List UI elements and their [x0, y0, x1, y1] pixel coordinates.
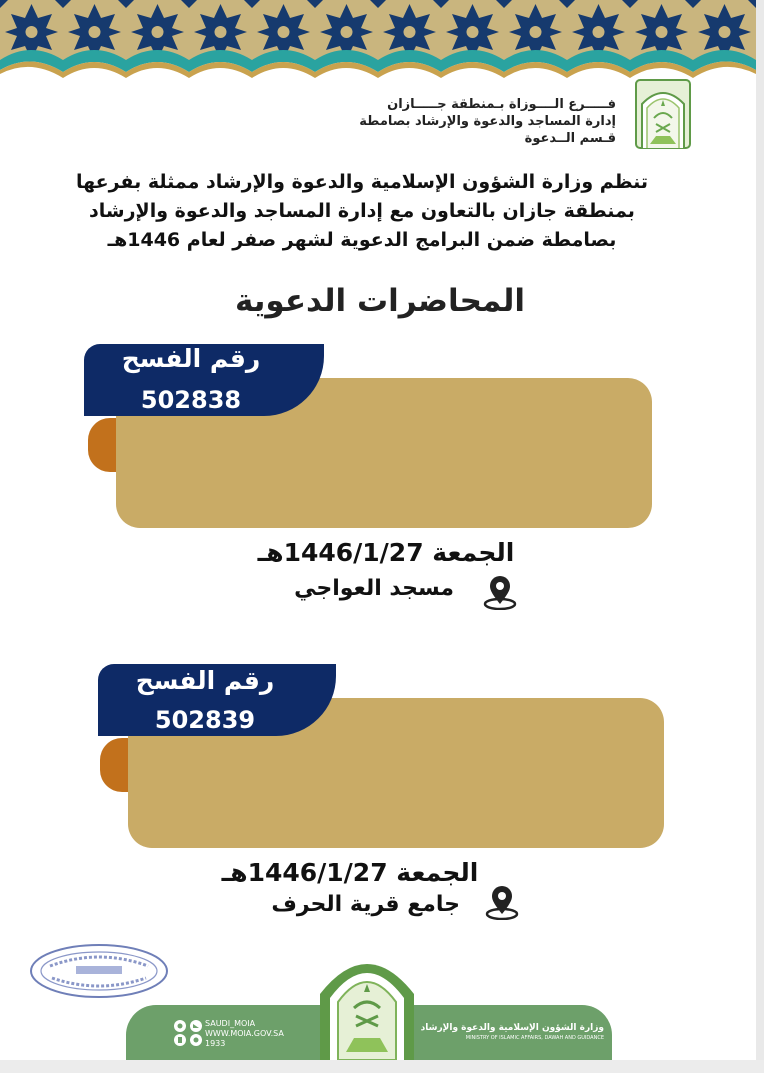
- intro-line: بمنطقة جازان بالتعاون مع إدارة المساجد والدعوة والإرشاد: [89, 200, 635, 222]
- header-department: إدارة المساجد والدعوة والإرشاد بصامطة: [359, 114, 616, 129]
- location-pin-icon: [484, 884, 520, 920]
- lecture-date: الجمعة 1446/1/27هـ: [221, 858, 479, 887]
- permit-label: رقم الفسح: [135, 666, 275, 695]
- social-media-icons: [172, 1018, 206, 1048]
- header-section: قـسم الــدعوة: [524, 131, 616, 146]
- location-pin-icon: [482, 574, 518, 610]
- lecture-place: جامع قرية الحرف: [271, 892, 460, 917]
- header-block: [359, 96, 616, 147]
- scan-edge-bottom: [0, 1060, 764, 1073]
- footer-ministry-logo: [316, 944, 418, 1060]
- permit-number: 502839: [154, 706, 256, 734]
- decorative-top-pattern: [0, 0, 756, 80]
- footer-ministry-name: [421, 1022, 604, 1042]
- footer-code: 1933: [205, 1039, 226, 1048]
- permit-number: 502838: [140, 386, 242, 414]
- ministry-logo: [634, 78, 692, 150]
- scan-edge-right: [756, 0, 764, 1073]
- official-stamp: [28, 942, 170, 1000]
- footer-website[interactable]: WWW.MOIA.GOV.SA: [205, 1029, 284, 1038]
- intro-paragraph: [20, 168, 704, 255]
- footer-ministry-en: MINISTRY OF ISLAMIC AFFAIRS, DAWAH AND GUIDANCE: [465, 1035, 604, 1041]
- header-branch: فـــــرع الــــوزاة بـمنطقة جـــــازان: [387, 97, 616, 112]
- footer-contact: [205, 1019, 284, 1049]
- section-title: المحاضرات الدعوية: [234, 283, 526, 319]
- footer-ministry-ar: وزارة الشؤون الإسلامية والدعوة والإرشاد: [420, 1023, 604, 1033]
- lecture-date: الجمعة 1446/1/27هـ: [257, 538, 515, 567]
- intro-line: تنظم وزارة الشؤون الإسلامية والدعوة والإرشاد ممثلة بفرعها: [75, 171, 649, 193]
- intro-line: بصامطة ضمن البرامج الدعوية لشهر صفر لعام 1446هـ: [107, 229, 617, 251]
- footer-social-handle[interactable]: SAUDI_MOIA: [205, 1019, 256, 1028]
- permit-label: رقم الفسح: [121, 344, 261, 373]
- lecture-place: مسجد العواجي: [294, 576, 454, 601]
